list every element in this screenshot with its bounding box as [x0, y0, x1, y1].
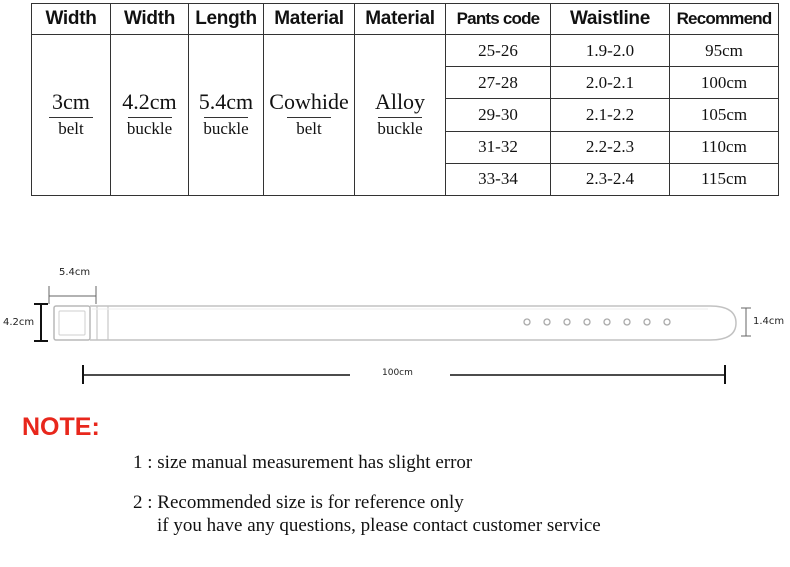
buckle-material-value: Alloy	[374, 89, 426, 114]
belt-hole	[604, 319, 610, 325]
belt-hole	[624, 319, 630, 325]
header-pants-code: Pants code	[446, 4, 551, 35]
belt-hole	[644, 319, 650, 325]
pants-code-cell: 33-34	[446, 163, 551, 195]
belt-holes	[524, 319, 670, 325]
buckle-width-label: 5.4cm	[59, 267, 91, 278]
belt-hole	[524, 319, 530, 325]
table-row	[32, 35, 779, 67]
buckle-inner	[59, 311, 85, 335]
pants-code-cell: 27-28	[446, 67, 551, 99]
table-header-row	[32, 4, 779, 35]
header-recommend: Recommend	[670, 4, 779, 35]
note-line-3: if you have any questions, please contact customer service	[157, 515, 601, 536]
pants-code-cell: 25-26	[446, 35, 551, 67]
buckle-width-value: 4.2cm	[122, 89, 177, 114]
header-material-belt: Material	[264, 4, 355, 35]
cell-buckle-length	[189, 35, 264, 196]
recommend-cell: 105cm	[670, 99, 779, 131]
header-width-buckle: Width	[111, 4, 189, 35]
belt-diagram	[0, 260, 790, 395]
header-material-buckle: Material	[355, 4, 446, 35]
belt-material-sub: belt	[296, 119, 322, 138]
cell-belt-width	[32, 35, 111, 196]
belt-material-value: Cowhide	[269, 89, 349, 114]
pants-code-cell: 31-32	[446, 131, 551, 163]
belt-width-value: 3cm	[52, 89, 90, 114]
waistline-cell: 2.3-2.4	[551, 163, 670, 195]
recommend-cell: 100cm	[670, 67, 779, 99]
pants-code-cell: 29-30	[446, 99, 551, 131]
note-line-2: 2 : Recommended size is for reference only	[133, 492, 464, 513]
note-line-1: 1 : size manual measurement has slight error	[133, 452, 473, 473]
belt-hole	[564, 319, 570, 325]
cell-buckle-width	[111, 35, 189, 196]
header-length: Length	[189, 4, 264, 35]
belt-hole	[544, 319, 550, 325]
waistline-cell: 2.1-2.2	[551, 99, 670, 131]
belt-width-sub: belt	[58, 119, 84, 138]
belt-keeper	[97, 306, 108, 340]
strap-width-label: 1.4cm	[753, 316, 785, 327]
waistline-cell: 2.0-2.1	[551, 67, 670, 99]
buckle-length-value: 5.4cm	[198, 89, 254, 114]
buckle-height-label: 4.2cm	[3, 317, 35, 328]
belt-hole	[664, 319, 670, 325]
note-title: NOTE:	[22, 413, 100, 441]
length-label: 100cm	[382, 368, 413, 378]
belt-strap	[90, 306, 736, 340]
buckle-material-sub: buckle	[377, 119, 423, 138]
recommend-cell: 110cm	[670, 131, 779, 163]
size-table	[31, 3, 779, 196]
header-waistline: Waistline	[551, 4, 670, 35]
cell-belt-material	[264, 35, 355, 196]
recommend-cell: 115cm	[670, 163, 779, 195]
buckle-length-sub: buckle	[203, 119, 249, 138]
header-width-belt: Width	[32, 4, 111, 35]
buckle-width-sub: buckle	[126, 119, 173, 138]
waistline-cell: 1.9-2.0	[551, 35, 670, 67]
recommend-cell: 95cm	[670, 35, 779, 67]
belt-hole	[584, 319, 590, 325]
waistline-cell: 2.2-2.3	[551, 131, 670, 163]
cell-buckle-material	[355, 35, 446, 196]
